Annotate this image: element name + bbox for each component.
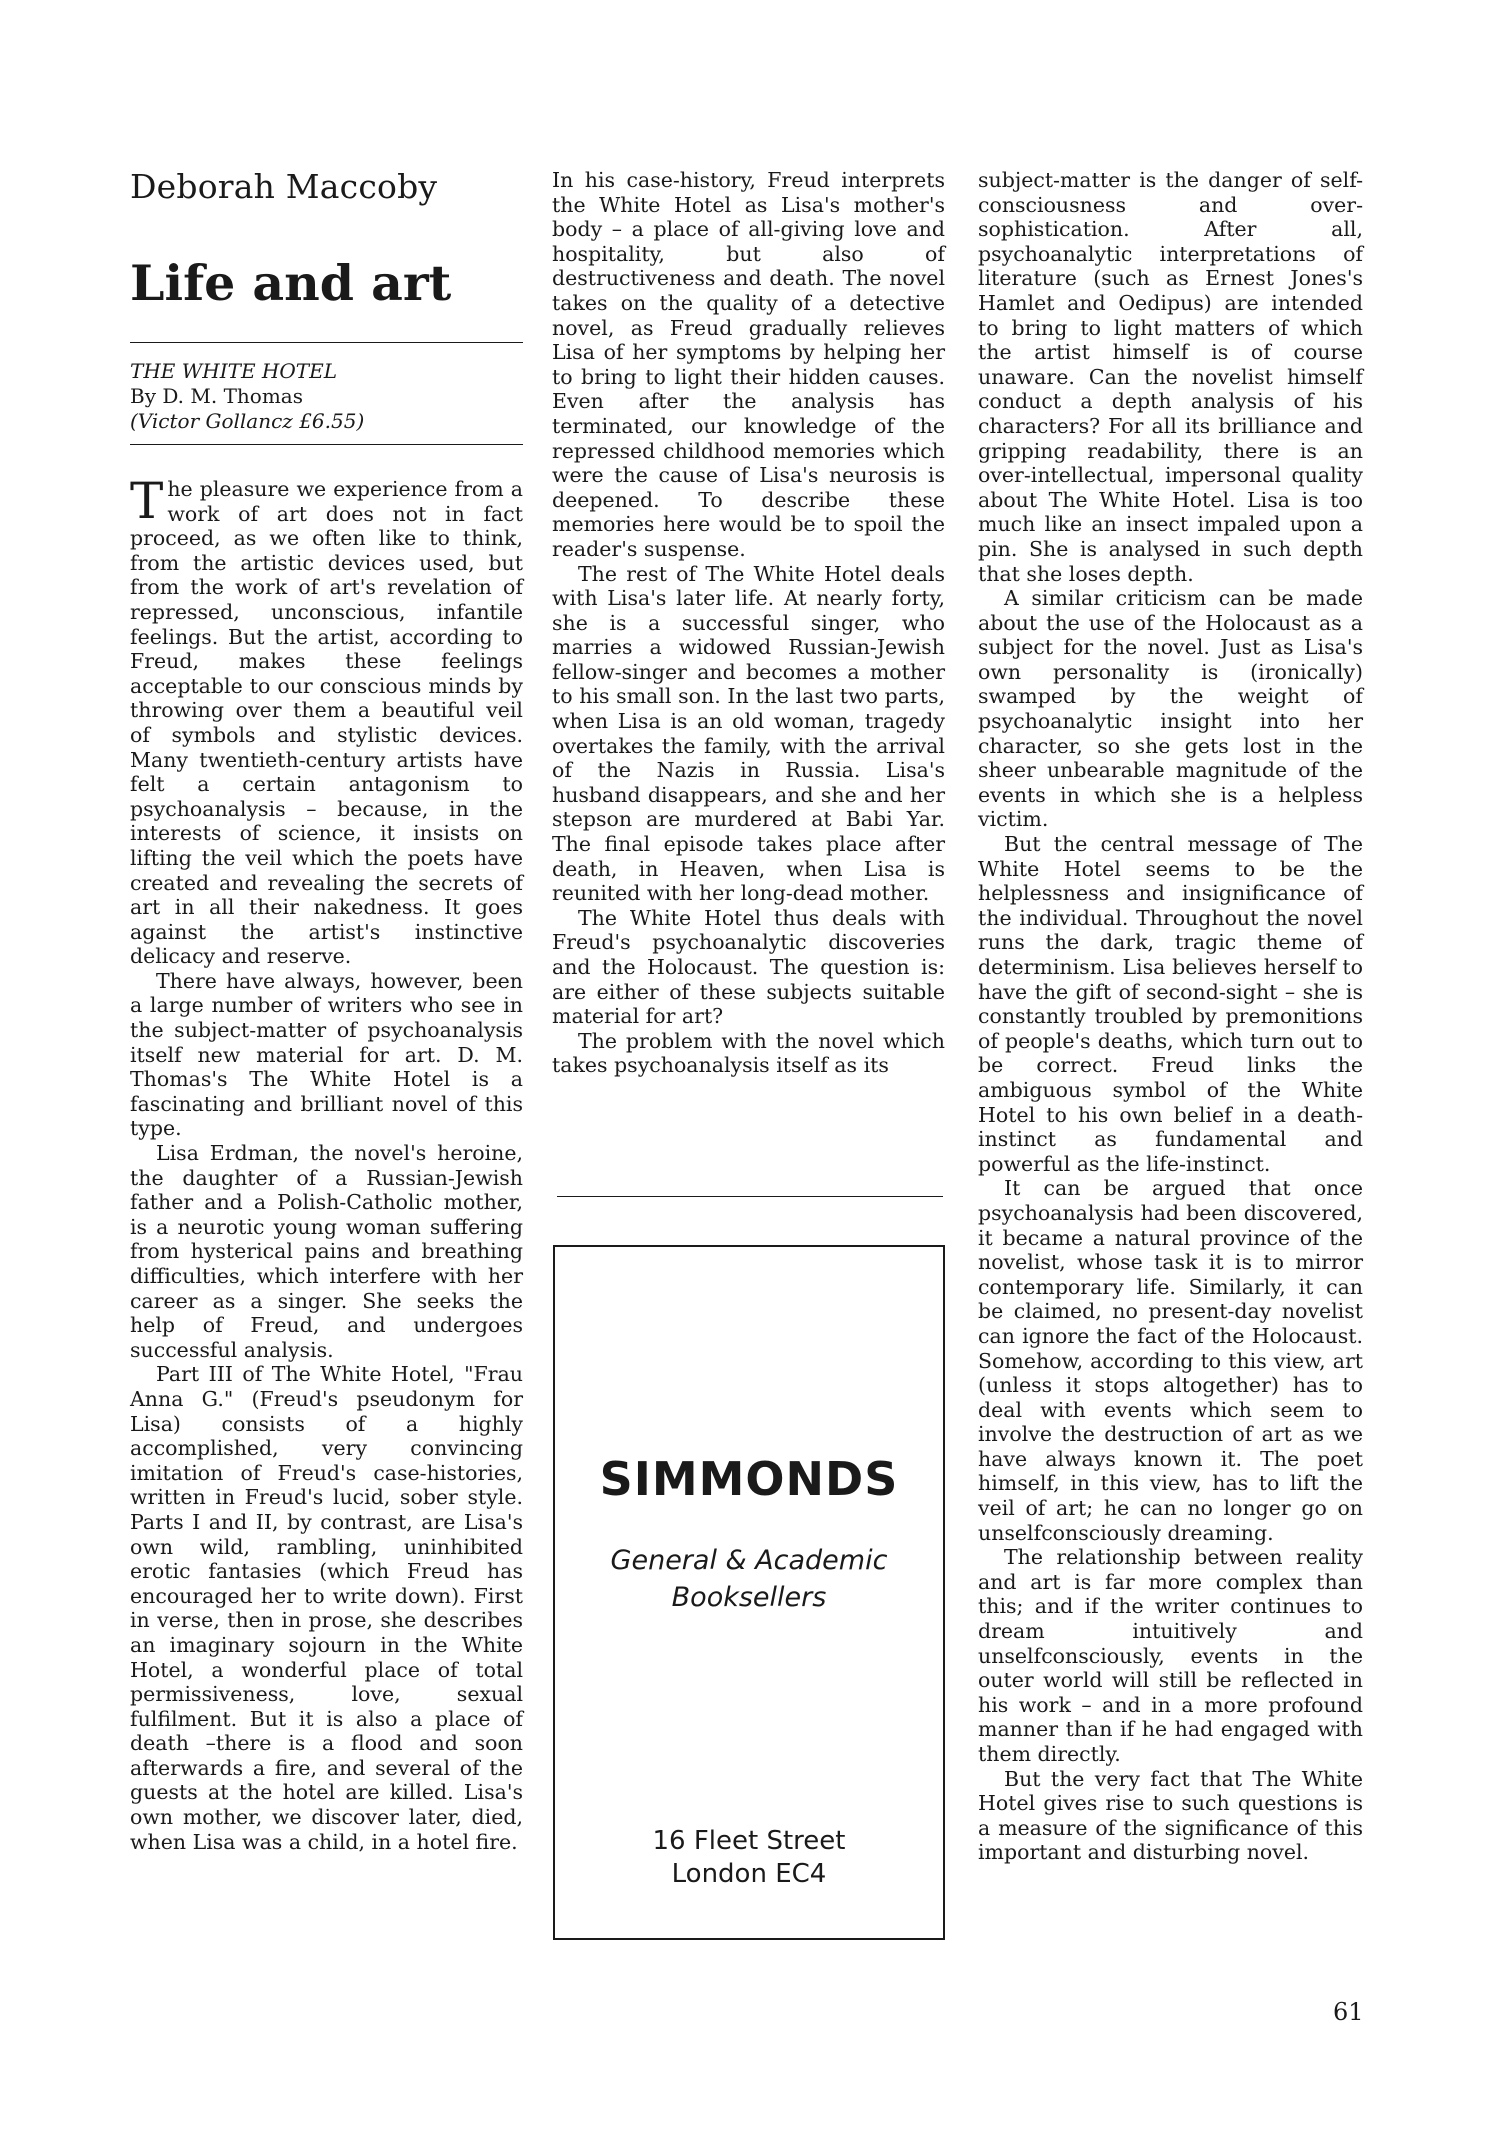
book-title: THE WHITE HOTEL [130,359,337,383]
divider [130,444,523,445]
paragraph: The White Hotel thus deals with Freud's psychoanalytic discoveries and the Holocaust. The question is: are either of these subjects suitable material for art? [552,905,945,1029]
divider [130,342,523,343]
book-publisher-price: (Victor Gollancz £6.55) [130,409,365,433]
paragraph: The pleasure we experience from a work of art does not in fact proceed, as we often like to think, from the artistic devices used, but from the work of art's revelation of repressed, unconscious, infantile feelings. But the artist, according to Freud, makes these feelings acceptable to our conscious minds by throwing over them a beautiful veil of symbols and stylistic devices. Many twentieth-century artists have felt a certain antagonism to psychoanalysis – because, in the interests of science, it insists on lifting the veil which the poets have created and revealing the secrets of art in all their nakedness. It goes against the artist's instinctive delicacy and reserve. [130,472,523,969]
article-body-col3 [978,168,1363,1865]
paragraph: But the central message of The White Hotel seems to be the helplessness and insignificance of the individual. Throughout the novel runs the dark, tragic theme of determinism. Lisa believes herself to have the gift of second-sight – she is constantly troubled by premonitions of people's deaths, which turn out to be correct. Freud links the ambiguous symbol of the White Hotel to his own belief in a death-instinct as fundamental and powerful as the life-instinct. [978,832,1363,1176]
bookseller-advert [553,1245,945,1940]
article-body-col2 [552,168,945,1078]
article-title: Life and art [130,254,452,312]
paragraph: The relationship between reality and art is far more complex than this; and if the writer continues to dream intuitively and unselfconsciously, events in the outer world will still be reflected in his work – and in a more profound manner than if he had engaged with them directly. [978,1545,1363,1766]
advert-name: SIMMONDS [599,1452,899,1506]
article-body-col1 [130,472,523,1854]
paragraph: Lisa Erdman, the novel's heroine, the daughter of a Russian-Jewish father and a Polish-Catholic mother, is a neurotic young woman suffering from hysterical pains and breathing difficulties, which interfere with her career as a singer. She seeks the help of Freud, and undergoes successful analysis. [130,1141,523,1362]
advert-address [555,1825,943,1891]
address-line: 16 Fleet Street [652,1826,846,1856]
paragraph: A similar criticism can be made about the use of the Holocaust as a subject for the novel. Just as Lisa's own personality is (ironically) swamped by the weight of psychoanalytic insight into her character, so she gets lost in the sheer unbearable magnitude of the events in which she is a helpless victim. [978,586,1363,832]
divider [557,1196,943,1197]
paragraph: It can be argued that once psychoanalysis had been discovered, it became a natural province of the novelist, whose task it is to mirror contemporary life. Similarly, it can be claimed, no present-day novelist can ignore the fact of the Holocaust. Somehow, according to this view, art (unless it stops altogether) has to deal with events which seem to involve the destruction of art as we have always known it. The poet himself, in this view, has to lift the veil of art; he can no longer go on unselfconsciously dreaming. [978,1176,1363,1545]
paragraph: subject-matter is the danger of self-consciousness and over-sophistication. After all, psychoanalytic interpretations of literature (such as Ernest Jones's Hamlet and Oedipus) are intended to bring to light matters of which the artist himself is of course unaware. Can the novelist himself conduct a depth analysis of his characters? For all its brilliance and gripping readability, there is an over-intellectual, impersonal quality about The White Hotel. Lisa is too much like an insect impaled upon a pin. She is analysed in such depth that she loses depth. [978,168,1363,586]
book-info [130,359,523,434]
column-1 [130,168,523,1854]
paragraph: There have always, however, been a large number of writers who see in the subject-matter of psychoanalysis itself new material for art. D. M. Thomas's The White Hotel is a fascinating and brilliant novel of this type. [130,968,523,1141]
column-2 [552,168,945,1078]
book-author: By D. M. Thomas [130,384,303,408]
drop-cap: T [130,472,164,530]
column-3 [978,168,1363,1865]
address-line: London EC4 [671,1859,827,1889]
article-author: Deborah Maccoby [130,167,438,206]
paragraph: The rest of The White Hotel deals with Lisa's later life. At nearly forty, she is a successful singer, who marries a widowed Russian-Jewish fellow-singer and becomes a mother to his small son. In the last two parts, when Lisa is an old woman, tragedy overtakes the family, with the arrival of the Nazis in Russia. Lisa's husband disappears, and she and her stepson are murdered at Babi Yar. The final episode takes place after death, in Heaven, when Lisa is reunited with her long-dead mother. [552,561,945,906]
paragraph: In his case-history, Freud interprets the White Hotel as Lisa's mother's body – a place of all-giving love and hospitality, but also of destructiveness and death. The novel takes on the quality of a detective novel, as Freud gradually relieves Lisa of her symptoms by helping her to bring to light their hidden causes. Even after the analysis has terminated, our knowledge of the repressed childhood memories which were the cause of Lisa's neurosis is deepened. To describe these memories here would be to spoil the reader's suspense. [552,168,945,561]
paragraph: The problem with the novel which takes psychoanalysis itself as its [552,1028,945,1078]
advert-tagline: General & Academic Booksellers [610,1545,888,1613]
page-number: 61 [1333,1998,1364,2026]
paragraph: Part III of The White Hotel, "Frau Anna G." (Freud's pseudonym for Lisa) consists of a highly accomplished, very convincing imitation of Freud's case-histories, written in Freud's lucid, sober style. Parts I and II, by contrast, are Lisa's own wild, rambling, uninhibited erotic fantasies (which Freud has encouraged her to write down). First in verse, then in prose, she describes an imaginary sojourn in the White Hotel, a wonderful place of total permissiveness, love, sexual fulfilment. But it is also a place of death –there is a flood and soon afterwards a fire, and several of the guests at the hotel are killed. Lisa's own mother, we discover later, died, when Lisa was a child, in a hotel fire. [130,1362,523,1854]
paragraph: But the very fact that The White Hotel gives rise to such questions is a measure of the significance of this important and disturbing novel. [978,1766,1363,1865]
